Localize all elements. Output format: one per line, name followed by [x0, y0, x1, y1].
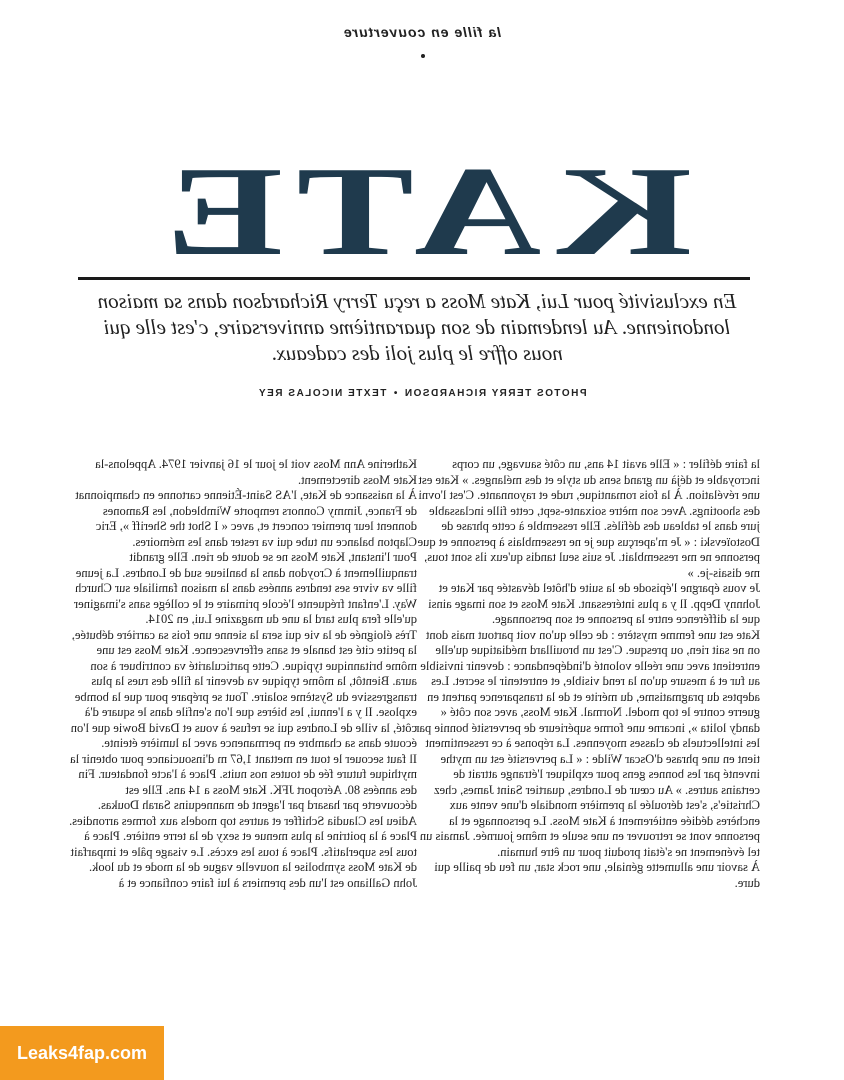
paragraph: la faire défiler : « Elle avait 14 ans, un côté sauvage, un corps incroyable et déjà un grand sens du style et des mélanges. » Kate est une révélation. À la fois romantique, rude et rayonnante. C'est l'ovni des shootings. Avec son mètre soixante-sept, cette fille inclassable jure dans le tableau des défilés. Elle ressemble à cette phrase de Dostoïevski : « Je m'aperçus que je ne ressemblais à personne et que personne ne me ressemblait. Je suis seul tandis qu'eux ils sont tous, me disais-je. »: [417, 457, 760, 580]
article-column-1: [69, 457, 417, 1037]
watermark-badge[interactable]: [0, 1026, 164, 1080]
paragraph: À savoir une allumette géniale, une rock star, un feu de paille qui dure.: [434, 860, 760, 890]
title-kate-svg: [148, 158, 696, 262]
paragraph: Très éloignée de la vie qui sera la sienne une fois sa carrière débutée, la petite cité est banale et sans effervescence. Kate Moss est une môme britannique typique. Cette particularité va contribuer à son aura. Bientôt, la môme typique va devenir la fille des rues la plus transgressive du Système solaire. Tout se prépare pour que la bombe explose. Il y a l'ennui, les bières que l'on s'enfile dans le square d'à côté, la ville de Londres qui se refuse à vous et David Bowie que l'on écoute dans sa chambre en permanence avec la lumière éteinte.: [70, 627, 417, 750]
text-credit: TEXTE NICOLAS REY: [257, 388, 387, 399]
photo-credit: PHOTOS TERRY RICHARDSON: [403, 388, 587, 399]
header-dot: [421, 54, 425, 58]
watermark-label: Leaks4fap.com: [16, 1042, 148, 1063]
article-column-2: [412, 457, 760, 891]
intro-paragraph: En exclusivité pour Lui, Kate Moss a reçu Terry Richardson dans sa maison londonienne. Au lendemain de son quarantième anniversaire, c'est elle qui nous offre le plus joli des cadeaux.: [97, 289, 737, 365]
paragraph: Katherine Ann Moss voit le jour le 16 janvier 1974. Appelons-la Kate Moss directement.: [95, 457, 417, 487]
credits-line: [0, 388, 844, 399]
paragraph: Je vous épargne l'épisode de la suite d'hôtel dévastée par Kate et Johnny Depp. Il y a plus intéressant. Kate Moss et son image ainsi que la différence entre la personne et son personnage.: [428, 581, 760, 626]
section-label: la fille en couverture: [342, 24, 502, 40]
paragraph: À la naissance de Kate, l'AS Saint-Étienne cartonne en championnat de France, Jimmy Connors remporte Wimbledon, les Ramones donnent leur premier concert et, avec « I Shot the Sheriff », Eric Clapton balance un tube qui va rester dans les mémoires.: [75, 488, 417, 549]
credit-bullet: •: [392, 388, 398, 399]
title-kate: KATE: [152, 158, 692, 262]
paragraph: Pour l'instant, Kate Moss ne se doute de rien. Elle grandit tranquillement à Croydon dans la banlieue sud de Londres. La jeune fille va vivre ses tendres années dans la maison familiale sur Church Way. L'enfant fréquente l'école primaire et le collège sans s'imaginer qu'elle fera plus tard la une du magazine Lui, en 2014.: [74, 550, 417, 626]
paragraph: Kate est une femme mystère : de celle qu'on voit partout mais dont on ne sait rien, ou presque. C'est un brouillard médiatique qu'elle entretient avec une réelle volonté d'indépendance : devenir invisible au fur et à mesure qu'on la rend visible, et entretenir le secret. Les adeptes du pragmatisme, du mérite et de la transparence partent en guerre contre le top model. Normal. Kate Moss, avec son côté « dandy lolita », incarne une forme supérieure de perversité bonnie par les intellectuels de classes moyennes. La réponse à ce ressentiment tient en une phrase d'Oscar Wilde : « La perversité est un mythe inventé par les bonnes gens pour expliquer l'étrange attrait de certains autres. » Au cœur de Londres, quartier Saint James, chez Christie's, s'est déroulée la première mondiale d'une vente aux enchères dédiée entièrement à Kate Moss. Le personnage et la personne vont se retrouver en une seule et même journée. Jamais un tel événement ne s'était produit pour un être humain.: [415, 627, 760, 859]
title-block: [148, 158, 696, 262]
title-rule: [78, 277, 750, 280]
paragraph: Il faut secouer le tout en mettant 1,67 m d'insouciance pour obtenir la mythique future fée de toutes nos nuits. Place à l'acte fondateur. Fin des années 80. Aéroport JFK. Kate Moss a 14 ans. Elle est découverte par hasard par l'agent de mannequins Sarah Doukas. Adieu les Claudia Schiffer et autres top models aux formes arrondies. Place à la poitrine la plus menue et sexy de la terre entière. Place à tous les superlatifs. Place à tous les excès. Le visage pâle et imparfait de Kate Moss symbolise la nouvelle vague de la mode et du look. John Galliano est l'un des premiers à lui faire confiance et à: [69, 751, 417, 890]
